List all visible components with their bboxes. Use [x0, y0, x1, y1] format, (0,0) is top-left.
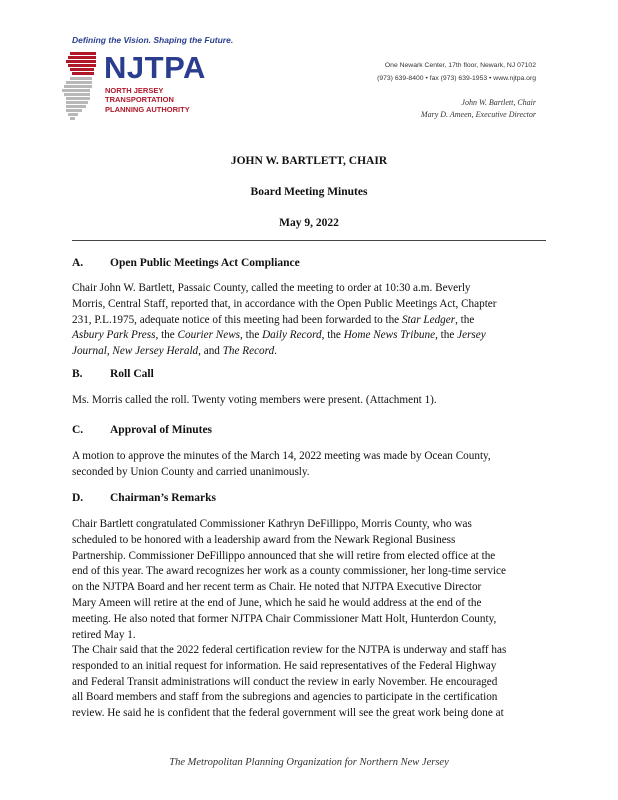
- section-title: Open Public Meetings Act Compliance: [110, 257, 300, 269]
- text-line: Partnership. Commissioner DeFillippo announced that she will retire from elected office at the: [72, 549, 496, 562]
- text-line: review. He said he is confident that the federal government will see the great work being done at: [72, 707, 504, 720]
- paragraph-b: [72, 393, 552, 409]
- section-heading-d: [72, 492, 216, 504]
- text-line: and Federal Transit administrations will conduct the review in early November. He encouraged: [72, 675, 498, 688]
- text-line: end of this year. The award recognizes her work as a county commissioner, her long-time service: [72, 565, 506, 578]
- text-line: seconded by Union County and carried unanimously.: [72, 465, 310, 478]
- publication-name: The Record: [222, 345, 275, 358]
- org-name-line: PLANNING AUTHORITY: [105, 104, 190, 114]
- text-line: Asbury Park Press, the Courier News, the Daily Record, the Home News Tribune, the Jersey: [72, 329, 486, 342]
- text-line: meeting. He also noted that former NJTPA Chair Commissioner Matt Holt, Hunterdon County,: [72, 612, 497, 625]
- section-letter: B.: [72, 368, 83, 380]
- nj-map-logo-icon: [56, 50, 102, 122]
- section-heading-a: [72, 257, 300, 269]
- org-name-line: NORTH JERSEY: [105, 86, 164, 95]
- section-heading-c: [72, 424, 212, 436]
- org-name-line: TRANSPORTATION: [105, 95, 174, 105]
- chair-title: JOHN W. BARTLETT, CHAIR: [230, 155, 388, 167]
- text-line: responded to an initial request for information. He said representatives of the Federal Highway: [72, 659, 497, 672]
- publication-name: Jersey: [457, 329, 486, 342]
- section-heading-b: [72, 368, 154, 380]
- text-line: 231, P.L.1975, adequate notice of this meeting had been forwarded to the Star Ledger, the: [72, 313, 475, 326]
- chair-name: John W. Bartlett, Chair: [461, 98, 536, 107]
- brand-logotype: NJTPA: [104, 50, 206, 85]
- publication-name: Asbury Park Press: [72, 329, 156, 342]
- publication-name: Home News Tribune: [343, 329, 436, 342]
- director-name: Mary D. Ameen, Executive Director: [420, 110, 536, 119]
- meeting-date: May 9, 2022: [279, 217, 339, 229]
- publication-name: New Jersey Herald: [112, 345, 199, 358]
- publication-name: Star Ledger: [401, 313, 456, 326]
- text-line: A motion to approve the minutes of the March 14, 2022 meeting was made by Ocean County,: [72, 450, 491, 462]
- text-line: The Chair said that the 2022 federal certification review for the NJTPA is underway and staff has: [72, 644, 507, 656]
- text-line: Ms. Morris called the roll. Twenty voting members were present. (Attachment 1).: [72, 394, 437, 406]
- section-letter: D.: [72, 492, 84, 504]
- publication-name: Journal: [72, 345, 107, 358]
- paragraph-d2: [72, 643, 552, 722]
- org-name: [105, 86, 190, 114]
- text-line: Journal, New Jersey Herald, and The Record.: [72, 345, 277, 358]
- text-line: all Board members and staff from the subregions and agencies to participate in the certification: [72, 691, 498, 704]
- text-line: Mary Ameen will retire at the end of June, which he said he would address at the end of the: [72, 596, 482, 609]
- section-title: Chairman’s Remarks: [110, 492, 216, 504]
- section-letter: A.: [72, 257, 84, 269]
- tagline: Defining the Vision. Shaping the Future.: [72, 35, 234, 45]
- paragraph-d1: [72, 517, 552, 643]
- document-title: Board Meeting Minutes: [250, 186, 368, 198]
- text-line: Morris, Central Staff, reported that, in accordance with the Open Public Meetings Act, Chapter: [72, 297, 497, 310]
- publication-name: Courier News: [177, 329, 241, 342]
- section-letter: C.: [72, 424, 84, 436]
- address-line: One Newark Center, 17th floor, Newark, NJ 07102: [384, 62, 536, 69]
- paragraph-a: [72, 281, 552, 360]
- contact-line: (973) 639-8400 • fax (973) 639-1953 • www.njtpa.org: [377, 75, 536, 82]
- text-line: Chair John W. Bartlett, Passaic County, called the meeting to order at 10:30 a.m. Beverly: [72, 282, 471, 294]
- section-title: Approval of Minutes: [110, 424, 213, 436]
- text-line: scheduled to be honored with a leadership award from the Newark Regional Business: [72, 533, 456, 546]
- section-title: Roll Call: [110, 368, 154, 380]
- text-line: Chair Bartlett congratulated Commissioner Kathryn DeFillippo, Morris County, who was: [72, 518, 472, 530]
- text-line: on the NJTPA Board and her recent term as Chair. He noted that NJTPA Executive Director: [72, 581, 482, 594]
- divider: [72, 240, 546, 241]
- paragraph-c: [72, 449, 552, 481]
- publication-name: Daily Record: [262, 329, 322, 342]
- text-line: retired May 1.: [72, 628, 136, 641]
- footer-tagline: The Metropolitan Planning Organization for Northern New Jersey: [169, 757, 449, 768]
